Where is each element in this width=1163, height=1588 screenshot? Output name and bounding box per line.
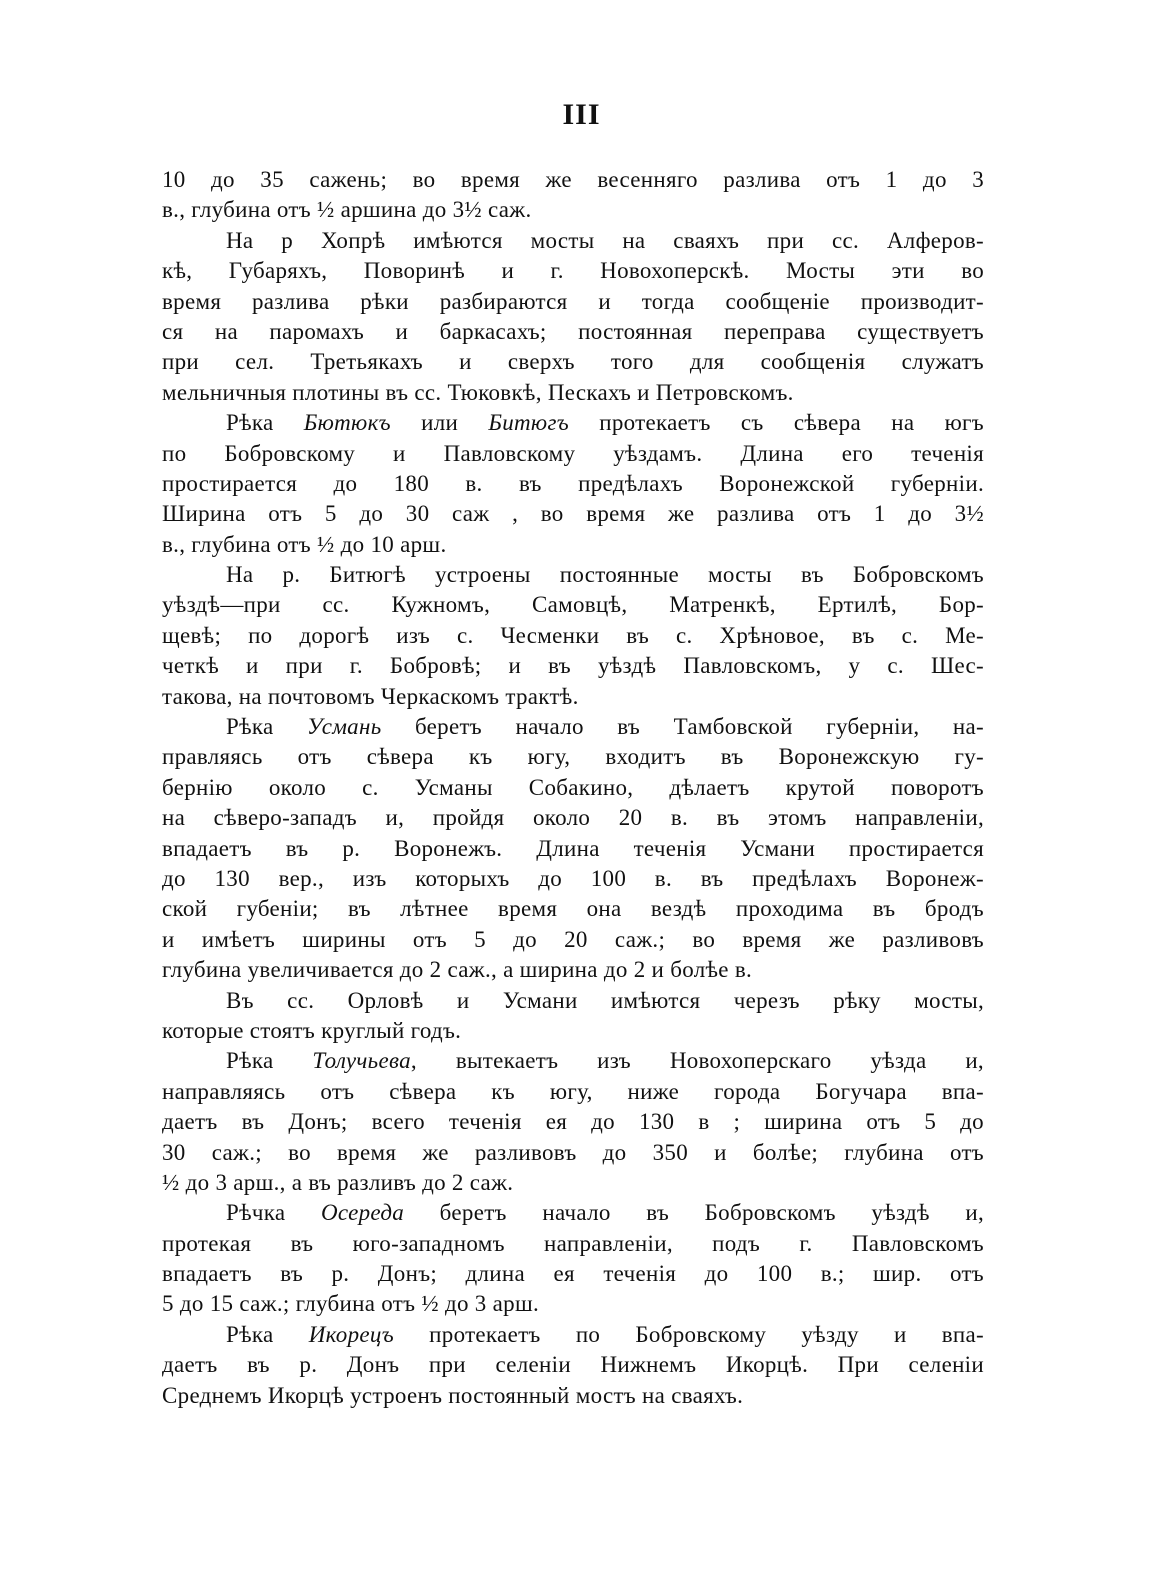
text-line — [162, 1229, 984, 1259]
text-segment: направляясь отъ сѣвера къ югу, ниже города Богучара впа- — [162, 1078, 984, 1104]
text-line — [162, 682, 984, 712]
text-segment: Рѣка — [226, 714, 307, 740]
text-segment: Ширина отъ 5 до 30 саж , во время же разлива отъ 1 до 3½ — [162, 501, 984, 527]
text-segment: 10 до 35 сажень; во время же весенняго разлива отъ 1 до 3 — [162, 167, 984, 192]
text-segment: по Бобровскому и Павловскому уѣздамъ. Длина его теченія — [162, 440, 984, 466]
text-segment: Рѣка — [226, 1048, 313, 1074]
text-line — [162, 1168, 984, 1198]
text-segment: впадаетъ въ р. Донъ; длина ея теченія до 100 в.; шир. отъ — [162, 1261, 984, 1287]
text-line — [162, 256, 984, 286]
text-line — [162, 955, 984, 985]
text-segment: 30 саж.; во время же разливовъ до 350 и болѣе; глубина отъ — [162, 1139, 984, 1165]
text-segment: Рѣка — [226, 410, 304, 436]
text-segment: или — [390, 410, 489, 436]
text-segment: кѣ, Губаряхъ, Поворинѣ и г. Новохоперскѣ. Мосты эти во — [162, 258, 984, 284]
text-segment: беретъ начало въ Бобровскомъ уѣздѣ и, — [404, 1200, 984, 1226]
river-name: Осереда — [320, 1200, 405, 1226]
text-segment: Рѣчка — [226, 1200, 321, 1226]
text-line — [162, 1046, 984, 1076]
text-segment: такова, на почтовомъ Черкаскомъ трактѣ. — [162, 683, 579, 709]
text-line — [162, 590, 984, 620]
text-line — [162, 560, 984, 590]
page-number: III — [562, 98, 601, 131]
river-name: Икорецъ — [308, 1321, 394, 1347]
text-line — [162, 1289, 984, 1319]
text-segment: впадаетъ въ р. Воронежъ. Длина теченія Усмани простирается — [162, 835, 984, 861]
text-segment: На р Хопрѣ имѣются мосты на сваяхъ при сс. Алферов- — [226, 227, 984, 253]
river-name: Толучьева — [312, 1048, 411, 1074]
text-line — [162, 1381, 984, 1411]
text-line — [162, 864, 984, 894]
text-line — [162, 834, 984, 864]
text-line — [162, 347, 984, 377]
text-line — [162, 894, 984, 924]
text-segment: беретъ начало въ Тамбовской губерніи, на- — [381, 714, 984, 740]
river-name: Битюгъ — [488, 410, 569, 436]
text-segment: ской губеніи; въ лѣтнее время она вездѣ проходима въ бродъ — [162, 896, 984, 922]
text-segment: мельничныя плотины въ сс. Тюковкѣ, Пескахъ и Петровскомъ. — [162, 379, 794, 405]
river-name: Усмань — [307, 714, 382, 740]
text-segment: даетъ въ Донъ; всего теченія ея до 130 в ; ширина отъ 5 до — [162, 1109, 984, 1135]
text-segment: в., глубина отъ ½ аршина до 3½ саж. — [162, 197, 532, 223]
text-line — [162, 530, 984, 560]
text-line — [162, 1077, 984, 1107]
text-segment: На р. Битюгѣ устроены постоянные мосты въ Бобровскомъ — [226, 562, 984, 588]
text-segment: до 130 вер., изъ которыхъ до 100 в. въ предѣлахъ Воронеж- — [162, 865, 984, 891]
text-line — [162, 499, 984, 529]
text-segment: при сел. Третьякахъ и сверхъ того для сообщенія служатъ — [162, 349, 984, 375]
text-segment: уѣздѣ—при сс. Кужномъ, Самовцѣ, Матренкѣ, Ертилѣ, Бор- — [162, 592, 984, 618]
text-line — [162, 1320, 984, 1350]
text-line — [162, 986, 984, 1016]
text-segment: даетъ въ р. Донъ при селеніи Нижнемъ Икорцѣ. При селеніи — [162, 1352, 984, 1378]
text-segment: на сѣверо-западъ и, пройдя около 20 в. въ этомъ направленіи, — [162, 805, 984, 831]
text-segment: протекаетъ по Бобровскому уѣзду и впа- — [393, 1321, 984, 1347]
text-segment: протекая въ юго-западномъ направленіи, подъ г. Павловскомъ — [162, 1230, 984, 1256]
text-segment: глубина увеличивается до 2 саж., а ширина до 2 и болѣе в. — [162, 957, 753, 983]
text-line — [162, 378, 984, 408]
text-line — [162, 1350, 984, 1380]
text-line — [162, 1138, 984, 1168]
text-line — [162, 1198, 984, 1228]
text-segment: ½ до 3 арш., а въ разливъ до 2 саж. — [162, 1169, 514, 1195]
text-segment: протекаетъ съ сѣвера на югъ — [568, 410, 984, 436]
text-line — [162, 408, 984, 438]
text-line — [162, 803, 984, 833]
text-line — [162, 439, 984, 469]
text-segment: и имѣетъ ширины отъ 5 до 20 саж.; во время же разливовъ — [162, 926, 984, 952]
text-segment: в., глубина отъ ½ до 10 арш. — [162, 531, 447, 557]
text-segment: которые стоятъ круглый годъ. — [162, 1017, 462, 1043]
text-segment: 5 до 15 саж.; глубина отъ ½ до 3 арш. — [162, 1291, 540, 1317]
text-line — [162, 469, 984, 499]
text-line — [162, 925, 984, 955]
text-segment: Среднемъ Икорцѣ устроенъ постоянный мостъ на сваяхъ. — [162, 1382, 744, 1408]
text-segment: ся на паромахъ и баркасахъ; постоянная переправа существуетъ — [162, 318, 984, 344]
text-line — [162, 773, 984, 803]
text-segment: простирается до 180 в. въ предѣлахъ Воронежской губерніи. — [162, 470, 984, 496]
text-line — [162, 742, 984, 772]
river-name: Бютюкъ — [303, 410, 391, 436]
text-line — [162, 1016, 984, 1046]
text-line — [162, 621, 984, 651]
text-segment: щевѣ; по дорогѣ изъ с. Чесменки въ с. Хрѣновое, въ с. Ме- — [162, 622, 984, 648]
text-segment: , вытекаетъ изъ Новохоперскаго уѣзда и, — [410, 1048, 984, 1074]
text-line — [162, 1259, 984, 1289]
text-segment: Рѣка — [226, 1321, 309, 1347]
text-line — [162, 317, 984, 347]
text-line — [162, 195, 984, 225]
text-line — [162, 226, 984, 256]
text-line — [162, 712, 984, 742]
text-segment: четкѣ и при г. Бобровѣ; и въ уѣздѣ Павловскомъ, у с. Шес- — [162, 653, 984, 679]
text-segment: время разлива рѣки разбираются и тогда сообщеніе производит- — [162, 288, 984, 314]
text-line — [162, 651, 984, 681]
text-segment: бернію около с. Усманы Собакино, дѣлаетъ крутой поворотъ — [162, 774, 984, 800]
text-line — [162, 287, 984, 317]
body-text — [162, 165, 984, 1411]
text-line — [162, 165, 984, 195]
text-segment: Въ сс. Орловѣ и Усмани имѣются черезъ рѣку мосты, — [226, 987, 984, 1013]
text-segment: правляясь отъ сѣвера къ югу, входитъ въ Воронежскую гу- — [162, 744, 984, 770]
text-line — [162, 1107, 984, 1137]
